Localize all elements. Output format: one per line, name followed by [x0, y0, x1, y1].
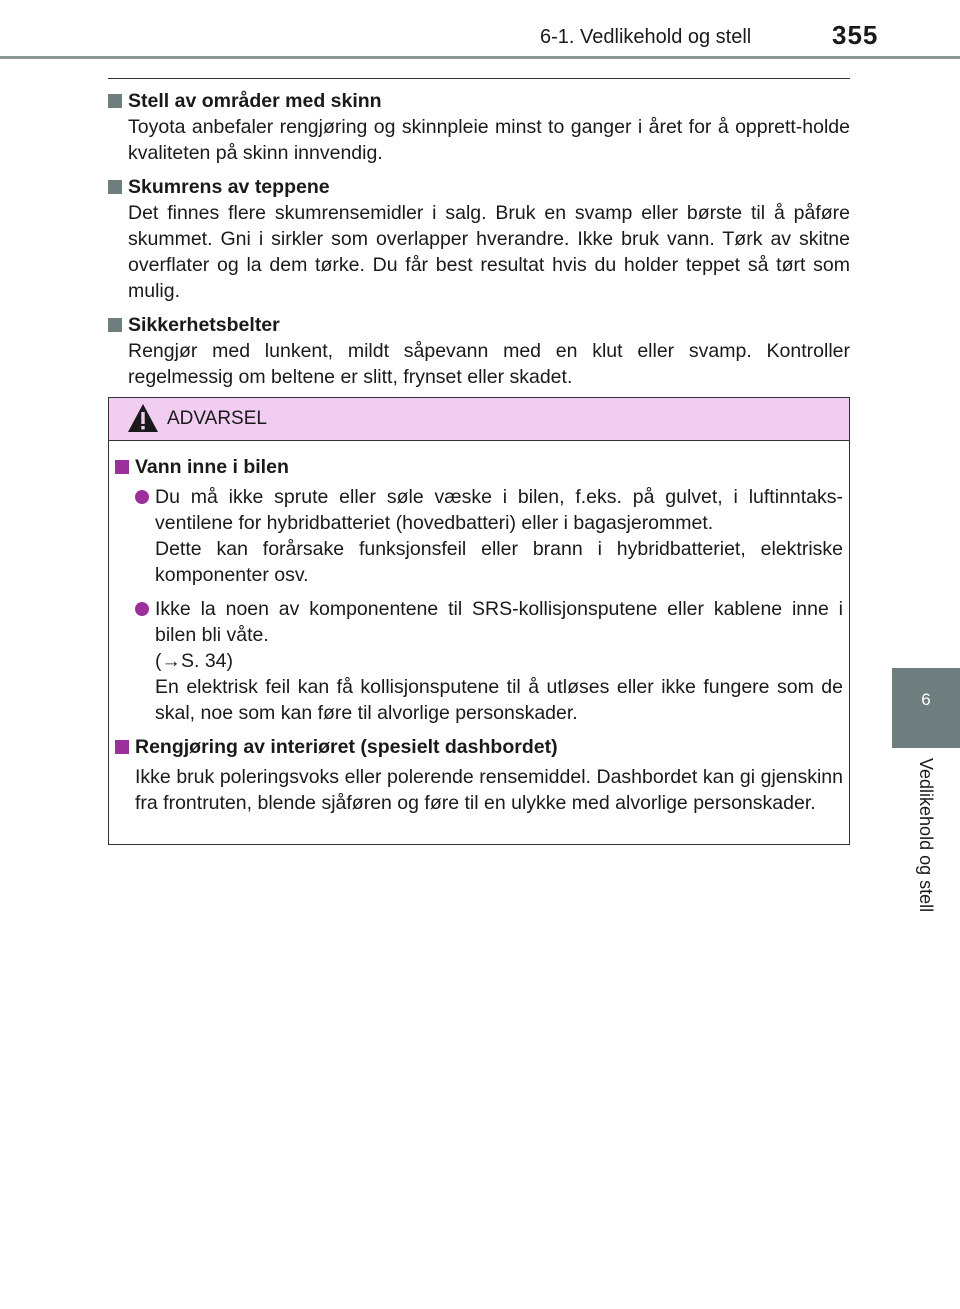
square-bullet-icon [115, 460, 129, 474]
chapter-label: Vedlikehold og stell [916, 758, 936, 913]
warning-bullet [135, 596, 843, 726]
warning-section-body: Ikke bruk poleringsvoks eller polerende rensemiddel. Dashbordet kan gi gjenskinn fra frontruten, blende sjåføren og føre til en ulykke med alvorlige personskader. [135, 766, 843, 814]
section [108, 88, 850, 166]
warning-section-title-text: Rengjøring av interiøret (spesielt dashbordet) [135, 736, 558, 758]
warning-title: ADVARSEL [167, 408, 267, 429]
chapter-tab [892, 668, 960, 748]
section [108, 174, 850, 304]
warning-box [108, 397, 850, 845]
section-title-text: Skumrens av teppene [128, 176, 330, 198]
square-bullet-icon [108, 180, 122, 194]
warning-body [115, 454, 843, 816]
warning-triangle-icon [127, 403, 159, 433]
section-title-text: Stell av områder med skinn [128, 90, 382, 112]
chapter-number: 6 [921, 690, 931, 709]
warning-section-title-text: Vann inne i bilen [135, 456, 289, 478]
square-bullet-icon [108, 318, 122, 332]
bullet-text: Du må ikke sprute eller søle væske i bilen, f.eks. på gulvet, i luftinntaks-ventilene for hybridbatteriet (hovedbatteri) eller i bagasjerommet. [155, 486, 843, 534]
page-number: 355 [832, 20, 879, 50]
chapter-side-label [892, 748, 960, 948]
section-title [108, 174, 850, 200]
warning-section-title [115, 734, 843, 760]
header-section-title: 6-1. Vedlikehold og stell [540, 26, 752, 48]
section [108, 312, 850, 390]
section-body: Rengjør med lunkent, mildt såpevann med en klut eller svamp. Kontroller regelmessig om beltene er slitt, frynset eller skadet. [128, 340, 850, 388]
bullet-continuation: En elektrisk feil kan få kollisjonsputene til å utløses eller ikke fungere som de skal, noe som kan føre til alvorlige personskader. [155, 676, 843, 724]
bullet-text: Ikke la noen av komponentene til SRS-kollisjonsputene eller kablene inne i bilen bli våte. [155, 598, 843, 646]
warning-header [109, 398, 849, 441]
round-bullet-icon [135, 490, 149, 504]
content-rule [108, 78, 850, 79]
warning-section-title [115, 454, 843, 480]
warning-bullet [135, 484, 843, 588]
square-bullet-icon [108, 94, 122, 108]
round-bullet-icon [135, 602, 149, 616]
square-bullet-icon [115, 740, 129, 754]
section-title [108, 88, 850, 114]
section-body: Det finnes flere skumrensemidler i salg. Bruk en svamp eller børste til å påføre skummet. Gni i sirkler som overlapper hverandre. Ikke bruk vann. Tørk av skitne overflater og la dem tørke. Du får best resultat hvis du holder teppet så tørt som mulig. [128, 202, 850, 302]
section-body: Toyota anbefaler rengjøring og skinnpleie minst to ganger i året for å opprett-holde kvaliteten på skinn innvendig. [128, 116, 850, 164]
page-reference: (→S. 34) [155, 650, 234, 672]
section-title-text: Sikkerhetsbelter [128, 314, 280, 336]
main-content [108, 88, 850, 398]
header-rule [0, 56, 960, 59]
bullet-continuation: Dette kan forårsake funksjonsfeil eller brann i hybridbatteriet, elektriske komponenter osv. [155, 538, 843, 586]
section-title [108, 312, 850, 338]
